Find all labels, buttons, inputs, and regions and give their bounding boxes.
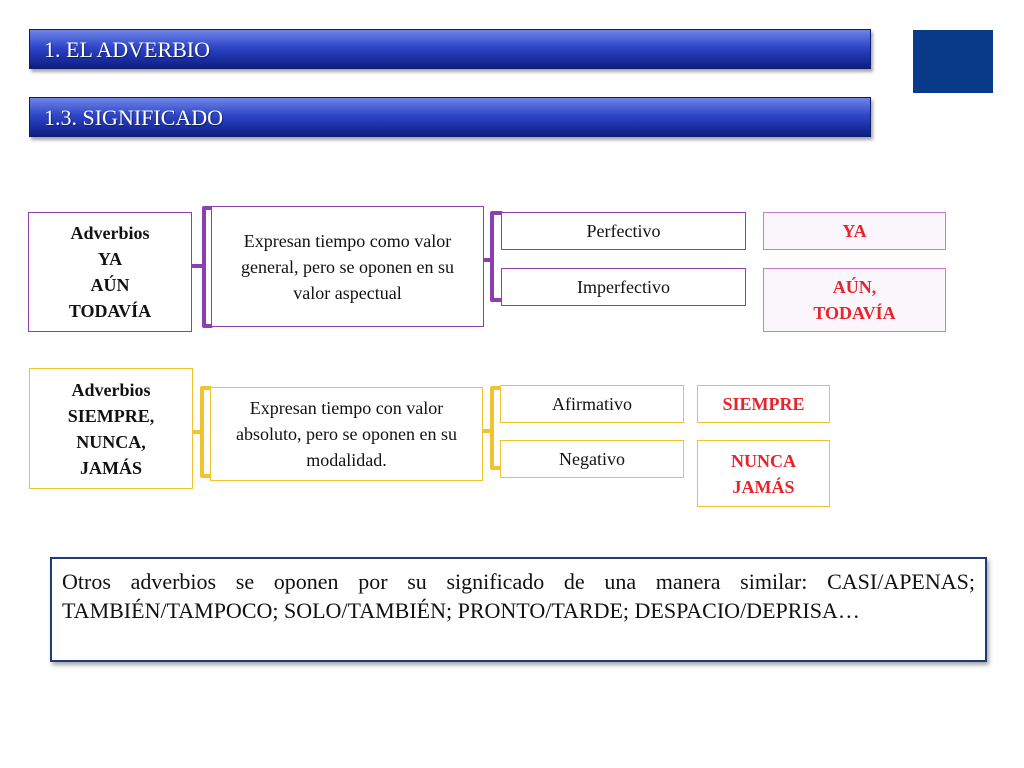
bracket-group2-right bbox=[483, 388, 500, 468]
result-line: NUNCA bbox=[731, 450, 796, 471]
bracket-group2-left bbox=[194, 388, 210, 476]
description-text: Expresan tiempo con valor absoluto, pero se oponen en su modalidad. bbox=[236, 398, 457, 470]
bracket-group1-left bbox=[193, 208, 211, 326]
adverbs-line: NUNCA, bbox=[76, 431, 146, 452]
adverbs-line: Adverbios bbox=[70, 223, 150, 243]
adverbs-line: SIEMPRE, bbox=[67, 405, 155, 426]
note-box: Otros adverbios se oponen por su significado de una manera similar: CASI/APENAS; TAMBIÉN/TAMPOCO; SOLO/TAMBIÉN; PRONTO/TARDE; DESPACIO/DEPRISA… bbox=[50, 557, 987, 662]
result-line: JAMÁS bbox=[732, 476, 795, 497]
adverbs-line: AÚN bbox=[90, 275, 130, 295]
description-modalidad bbox=[210, 387, 483, 481]
result-ya bbox=[763, 212, 946, 250]
option-perfectivo bbox=[501, 212, 746, 250]
adverbs-line: YA bbox=[97, 249, 123, 269]
adverbs-line: JAMÁS bbox=[80, 457, 142, 478]
description-text: Expresan tiempo como valor general, pero se oponen en su valor aspectual bbox=[241, 230, 454, 303]
adverbs-box-siempre-nunca-jamas bbox=[29, 368, 193, 489]
adverbs-line: TODAVÍA bbox=[68, 301, 152, 321]
result-aun-todavia bbox=[763, 268, 946, 332]
result-label: YA bbox=[842, 221, 867, 241]
option-imperfectivo bbox=[501, 268, 746, 306]
subsection-title: 1.3. SIGNIFICADO bbox=[29, 97, 871, 137]
result-nunca-jamas bbox=[697, 440, 830, 507]
result-siempre bbox=[697, 385, 830, 423]
option-label: Imperfectivo bbox=[577, 277, 670, 297]
result-label: SIEMPRE bbox=[722, 394, 805, 414]
option-label: Perfectivo bbox=[586, 221, 661, 241]
adverbs-box-ya-aun-todavia bbox=[28, 212, 192, 332]
result-line: TODAVÍA bbox=[813, 303, 896, 323]
option-negativo bbox=[500, 440, 684, 478]
option-label: Negativo bbox=[559, 449, 625, 469]
option-afirmativo bbox=[500, 385, 684, 423]
adverbs-line: Adverbios bbox=[71, 379, 151, 400]
result-line: AÚN, bbox=[832, 277, 877, 297]
bracket-group1-right bbox=[484, 213, 501, 300]
option-label: Afirmativo bbox=[552, 394, 632, 414]
section-title: 1. EL ADVERBIO bbox=[29, 29, 871, 69]
description-aspectual bbox=[211, 206, 484, 327]
